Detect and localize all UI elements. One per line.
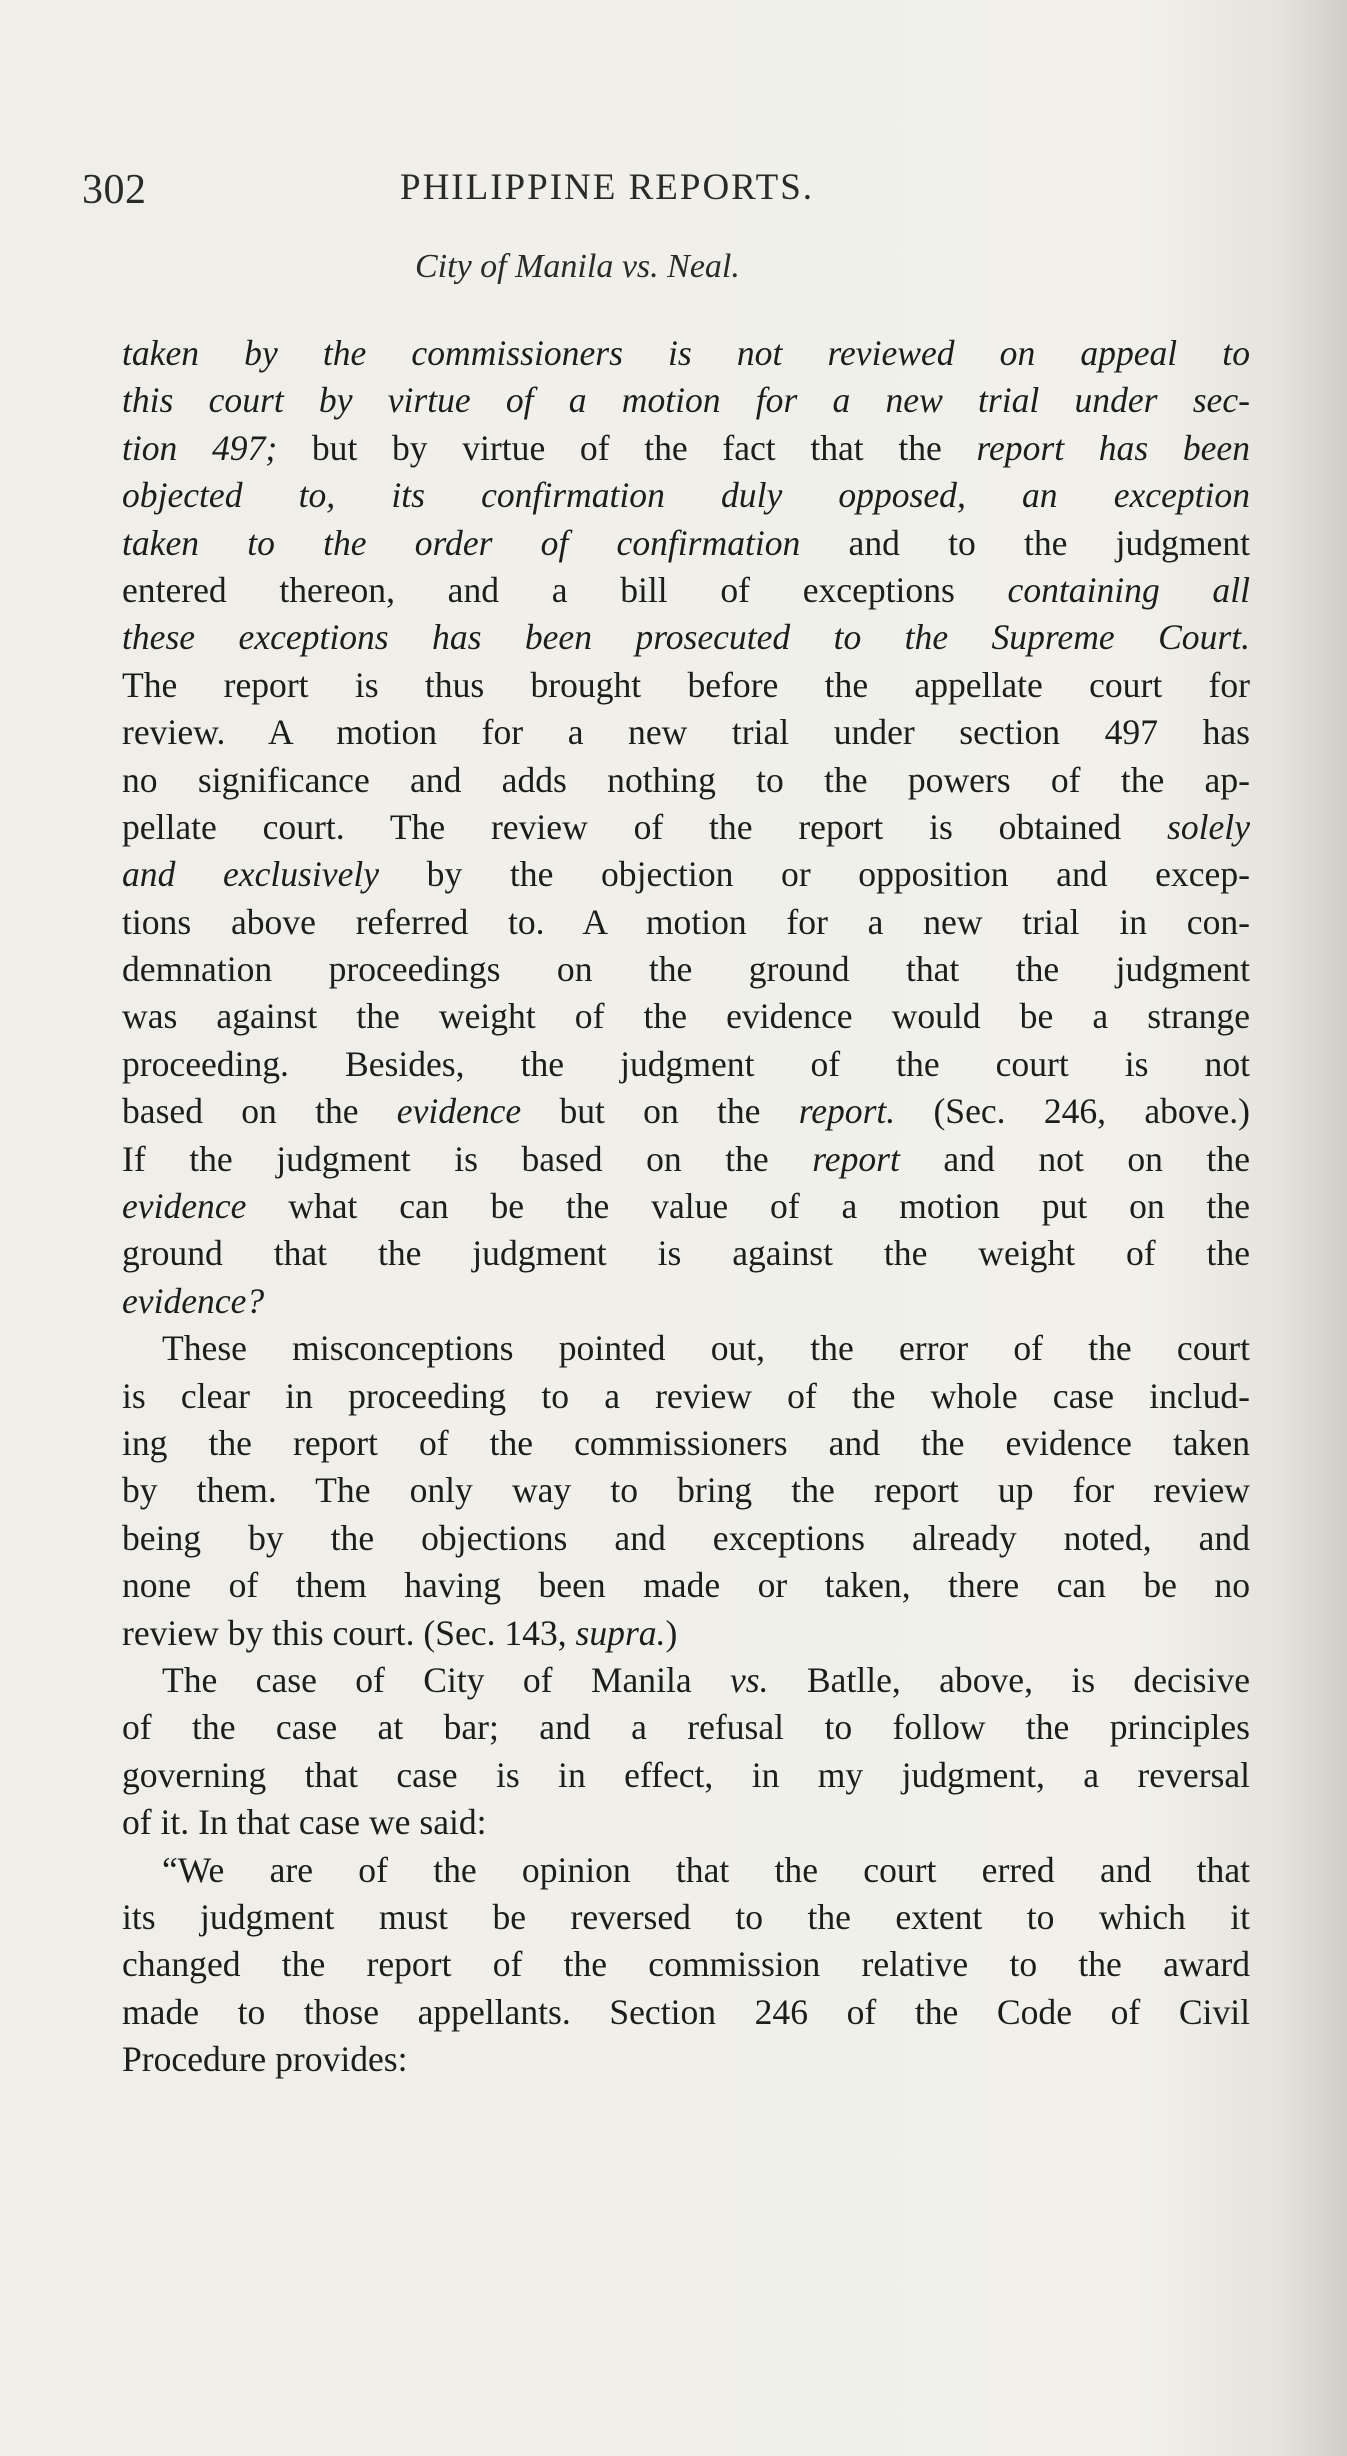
body-text [82,330,1250,2083]
text-run: review. A motion for a new trial under section 497 has [122,712,1250,753]
italic-text: these exceptions has been prosecuted to the Supreme Court. [122,617,1250,658]
text-run: The report is thus brought before the appellate court for [122,664,1250,705]
text-run: governing that case is in effect, in my judgment, a reversal [122,1754,1250,1795]
text-run: If the judgment is based on the [122,1138,813,1179]
text-line [82,1041,1250,1088]
text-run: review by this court. (Sec. 143, [122,1612,576,1653]
text-run: no significance and adds nothing to the powers of the ap- [122,759,1250,800]
text-line [82,1752,1250,1799]
text-line [82,330,1250,377]
text-line [82,472,1250,519]
text-line [82,1230,1250,1277]
text-line [82,1183,1250,1230]
text-run: ing the report of the commissioners and the evidence taken [122,1422,1250,1463]
text-run: based on the [122,1091,397,1132]
paragraph [82,1657,1250,1847]
text-line [82,1467,1250,1514]
text-run: pellate court. The review of the report is obtained [122,806,1167,847]
text-line [82,1373,1250,1420]
text-line [82,1610,1250,1657]
text-run: tions above referred to. A motion for a new trial in con- [122,901,1250,942]
text-line [82,520,1250,567]
case-title: City of Manila vs. Neal. [415,248,740,285]
text-run: none of them having been made or taken, there can be no [122,1565,1250,1606]
italic-text: report has been [976,427,1250,468]
text-line [82,425,1250,472]
text-line [82,567,1250,614]
italic-text: taken to the order of confirmation [122,522,801,563]
text-run: changed the report of the commission relative to the award [122,1944,1250,1985]
text-line [82,1136,1250,1183]
text-line [82,1420,1250,1467]
text-line [82,1088,1250,1135]
text-run: but by virtue of the fact that the [277,427,977,468]
page-number: 302 [82,167,147,213]
italic-text: evidence? [122,1280,265,1321]
italic-text: taken by the commissioners is not reviewed on appeal to [122,333,1250,373]
text-line [82,709,1250,756]
italic-text: evidence [396,1091,522,1132]
text-line [82,899,1250,946]
text-line [82,1325,1250,1372]
text-run: These misconceptions pointed out, the error of the court [162,1328,1250,1369]
text-line [82,1704,1250,1751]
italic-text: tion 497; [122,427,278,468]
paragraph [82,330,1250,1325]
page-header [82,160,1250,220]
text-line [82,1278,1250,1325]
text-line [82,1657,1250,1704]
text-line [82,662,1250,709]
text-run: proceeding. Besides, the judgment of the court is not [122,1043,1250,1084]
italic-text: evidence [122,1186,247,1227]
text-line [82,946,1250,993]
italic-text: objected to, its confirmation duly opposed, an exception [122,475,1250,516]
text-line [82,804,1250,851]
text-line [82,614,1250,661]
text-line [82,1799,1250,1846]
text-line [82,1515,1250,1562]
text-run: of it. In that case we said: [122,1802,487,1843]
text-line [82,993,1250,1040]
text-run: and not on the [899,1138,1250,1179]
text-run: was against the weight of the evidence would be a strange [122,996,1250,1037]
text-run: ground that the judgment is against the weight of the [122,1233,1250,1274]
text-run: of the case at bar; and a refusal to follow the principles [122,1707,1250,1748]
text-line [82,757,1250,804]
text-run: but on the [521,1091,799,1132]
text-line [82,1894,1250,1941]
text-run: demnation proceedings on the ground that the judgment [122,949,1250,990]
italic-text: supra. [575,1612,666,1653]
text-run: is clear in proceeding to a review of the whole case includ- [122,1375,1250,1416]
text-run: “We are of the opinion that the court erred and that [162,1849,1250,1890]
text-run: entered thereon, and a bill of exceptions [122,569,1008,610]
text-line [82,1562,1250,1609]
text-line [82,2036,1250,2083]
text-run: The case of City of Manila [162,1659,731,1700]
italic-text: solely [1167,806,1250,847]
text-line [82,1941,1250,1988]
italic-text: vs. [730,1659,769,1700]
paragraph [82,1847,1250,2084]
text-run: by the objection or opposition and excep- [379,854,1250,895]
paragraph [82,1325,1250,1657]
text-run: and to the judgment [800,522,1250,563]
text-run: its judgment must be reversed to the extent to which it [122,1896,1250,1937]
text-run: Batlle, above, is decisive [768,1659,1250,1700]
text-run: by them. The only way to bring the report up for review [122,1470,1250,1511]
text-line [82,377,1250,424]
text-line [82,1847,1250,1894]
text-line [82,1989,1250,2036]
italic-text: report [812,1138,900,1179]
text-run: ) [665,1612,678,1653]
italic-text: containing all [1007,569,1250,610]
italic-text: and exclusively [122,854,380,895]
italic-text: report. [798,1091,896,1132]
italic-text: this court by virtue of a motion for a new trial under sec- [122,380,1250,421]
text-line [82,851,1250,898]
running-title: PHILIPPINE REPORTS. [400,167,815,208]
text-run: what can be the value of a motion put on the [246,1186,1250,1227]
text-run: made to those appellants. Section 246 of the Code of Civil [122,1991,1250,2032]
text-run: being by the objections and exceptions already noted, and [122,1517,1250,1558]
text-run: Procedure provides: [122,2039,408,2080]
text-run: (Sec. 246, above.) [895,1091,1250,1132]
